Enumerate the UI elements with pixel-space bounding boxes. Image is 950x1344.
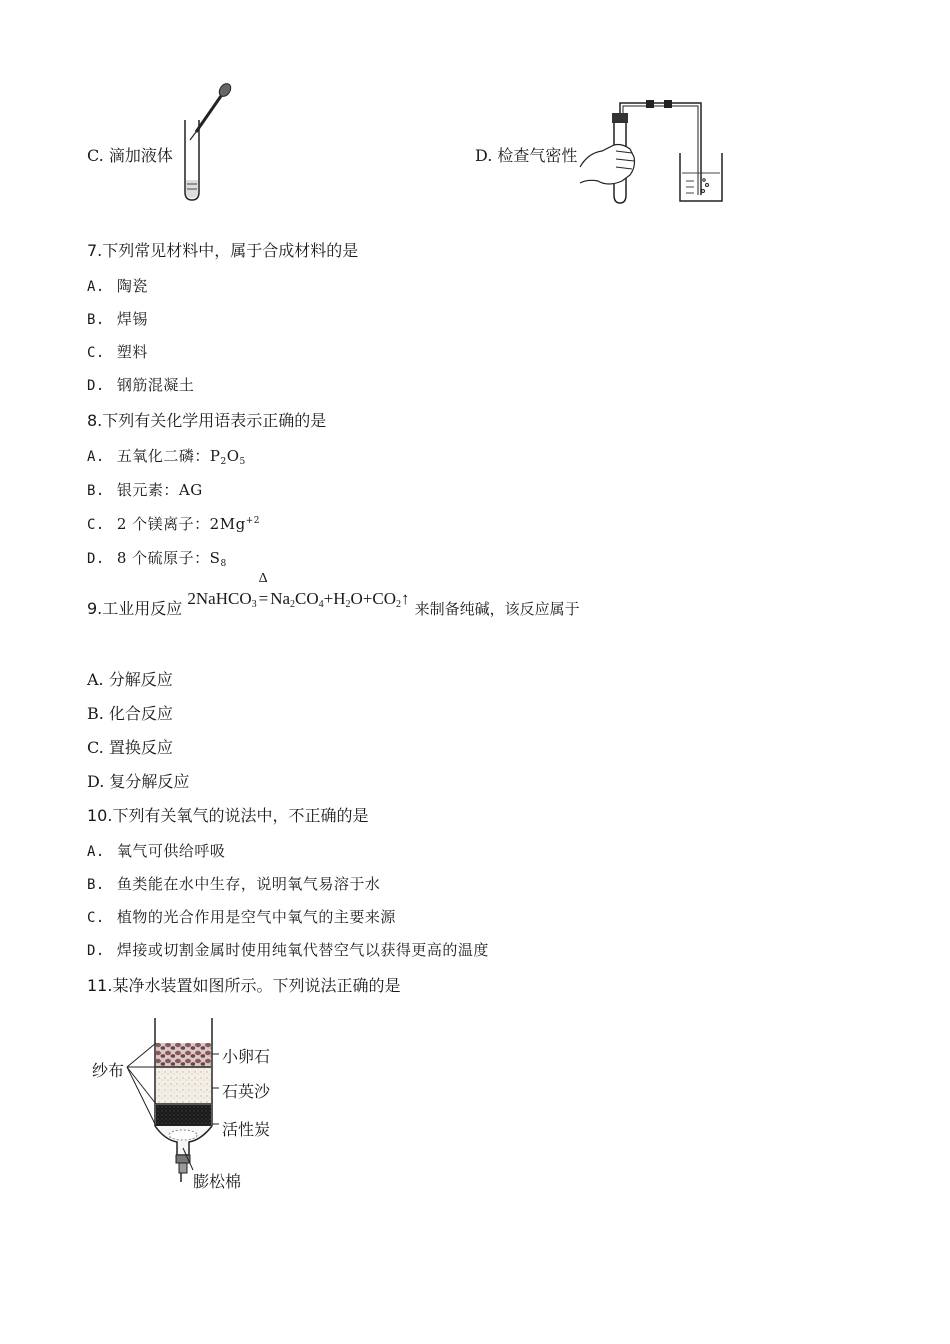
- question-8-option-a: A. 五氧化二磷：$P_2O_5$: [87, 447, 246, 467]
- option-c-label: C. 滴加液体: [87, 146, 173, 165]
- question-10-option-d: D. 焊接或切割金属时使用纯氧代替空气以获得更高的温度: [87, 941, 489, 959]
- question-9-option-b: B. 化合反应: [87, 704, 173, 723]
- dropper-test-tube-figure: [178, 80, 238, 205]
- question-10-option-b: B. 鱼类能在水中生存，说明氧气易溶于水: [87, 875, 381, 893]
- question-7-stem: 7.下列常见材料中，属于合成材料的是: [87, 241, 359, 260]
- question-9-option-a: A. 分解反应: [87, 670, 173, 689]
- option-d-label: D. 检查气密性: [475, 146, 578, 165]
- q9-reaction-formula: 2NaHCO$_3$ Δ = $Na_2CO_4+H_2O+CO_2↑$: [187, 571, 410, 610]
- question-7-option-c: C. 塑料: [87, 343, 148, 361]
- label-gauze: 纱布: [92, 1061, 125, 1080]
- question-8-option-c: C. 2 个镁离子：$2Mg^{+2}$: [87, 515, 260, 533]
- question-9-option-c: C. 置换反应: [87, 738, 173, 757]
- airtightness-check-figure: [578, 95, 728, 207]
- option-d-airtightness: [475, 143, 577, 166]
- question-7-option-b: B. 焊锡: [87, 310, 148, 328]
- label-pebbles: 小卵石: [222, 1047, 271, 1066]
- question-10-stem: 10.下列有关氧气的说法中，不正确的是: [87, 806, 369, 825]
- question-10-option-a: A. 氧气可供给呼吸: [87, 842, 226, 860]
- option-c-dropper: [87, 143, 173, 166]
- question-11-stem: 11.某净水装置如图所示。下列说法正确的是: [87, 976, 401, 995]
- question-8-option-d: D. 8 个硫原子：$S_8$: [87, 549, 227, 569]
- question-8-stem: 8.下列有关化学用语表示正确的是: [87, 411, 327, 430]
- question-9-stem: 9.工业用反应 2NaHCO$_3$ Δ = $Na_2CO_4+H_2O+CO_2↑$ 来制备纯碱，该反应属于: [87, 571, 580, 618]
- question-10-option-c: C. 植物的光合作用是空气中氧气的主要来源: [87, 908, 396, 926]
- question-7-option-d: D. 钢筋混凝土: [87, 376, 195, 394]
- label-activated-carbon: 活性炭: [222, 1120, 271, 1139]
- label-cotton: 膨松棉: [193, 1172, 242, 1191]
- label-quartz-sand: 石英沙: [222, 1082, 271, 1101]
- question-7-option-a: A. 陶瓷: [87, 277, 148, 295]
- water-purifier-figure: [85, 1010, 285, 1195]
- question-8-option-b: B. 银元素：AG: [87, 481, 203, 499]
- question-9-option-d: D. 复分解反应: [87, 772, 190, 791]
